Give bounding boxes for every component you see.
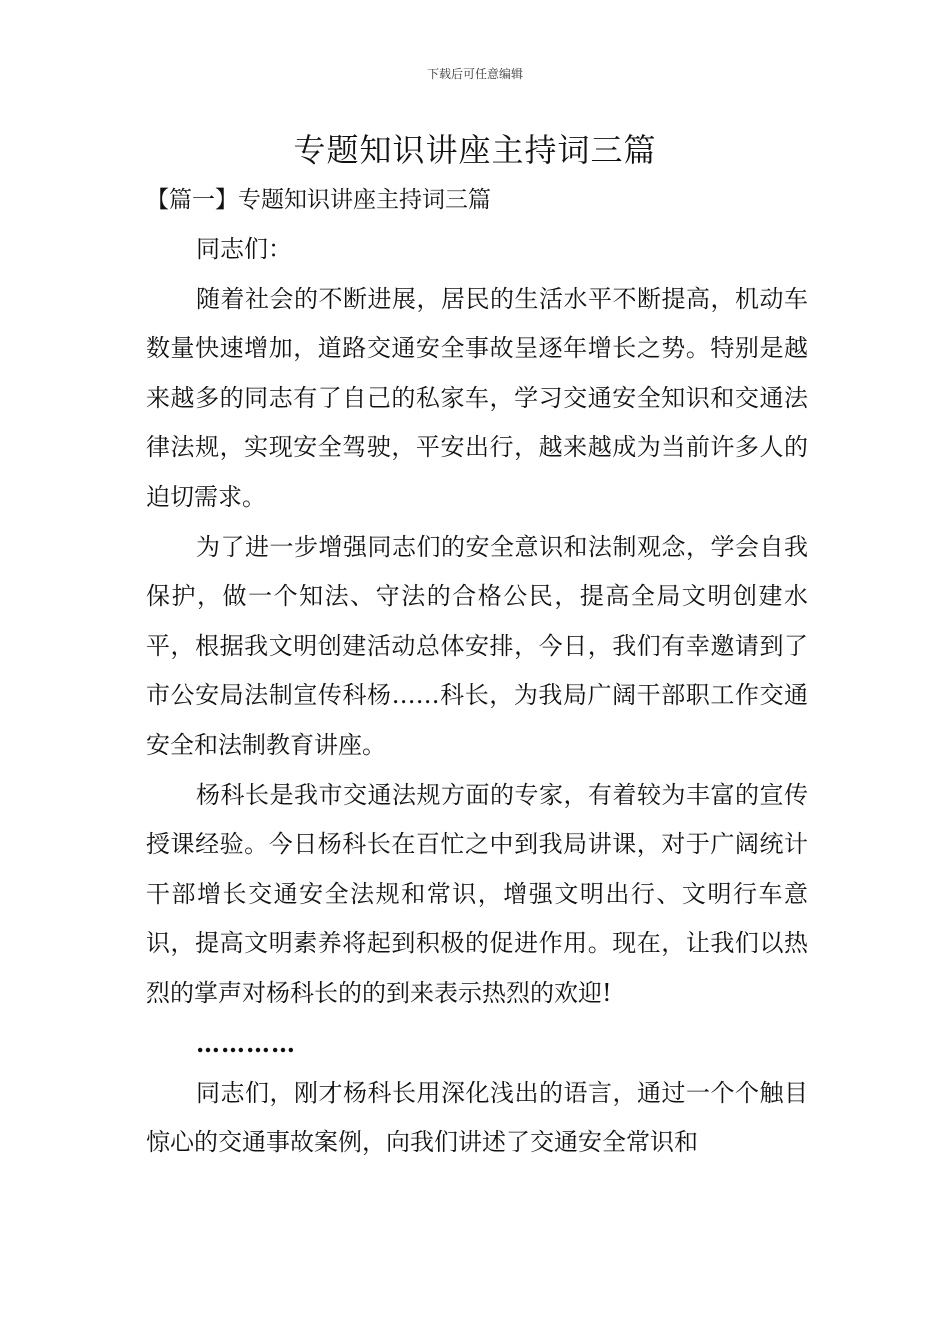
body-paragraph: 杨科长是我市交通法规方面的专家，有着较为丰富的宣传授课经验。今日杨科长在百忙之中到我局讲课，对于广阔统计干部增长交通安全法规和常识，增强文明出行、文明行车意识，提高文明素养将起到积极的促进作用。现在，让我们以热烈的掌声对杨科长的的到来表示热烈的欢迎! xyxy=(146,780,808,1007)
body-paragraph: 随着社会的不断进展，居民的生活水平不断提高，机动车数量快速增加，道路交通安全事故呈逐年增长之势。特别是越来越多的同志有了自己的私家车，学习交通安全知识和交通法律法规，实现安全驾驶，平安出行，越来越成为当前许多人的迫切需求。 xyxy=(146,284,808,511)
section-heading: 【篇一】专题知识讲座主持词三篇 xyxy=(146,187,491,213)
body-paragraph: 同志们，刚才杨科长用深化浅出的语言，通过一个个触目惊心的交通事故案例，向我们讲述了交通安全常识和 xyxy=(146,1078,808,1157)
body-paragraph: 为了进一步增强同志们的安全意识和法制观念，学会自我保护，做一个知法、守法的合格公民，提高全局文明创建水平，根据我文明创建活动总体安排，今日，我们有幸邀请到了市公安局法制宣传科杨……科长，为我局广阔干部职工作交通安全和法制教育讲座。 xyxy=(146,532,808,759)
salutation-paragraph: 同志们： xyxy=(196,235,292,263)
document-title: 专题知识讲座主持词三篇 xyxy=(293,131,657,169)
header-note: 下载后可任意编辑 xyxy=(426,67,523,81)
ellipsis-separator: ………… xyxy=(196,1028,296,1058)
document-body xyxy=(146,225,808,1168)
